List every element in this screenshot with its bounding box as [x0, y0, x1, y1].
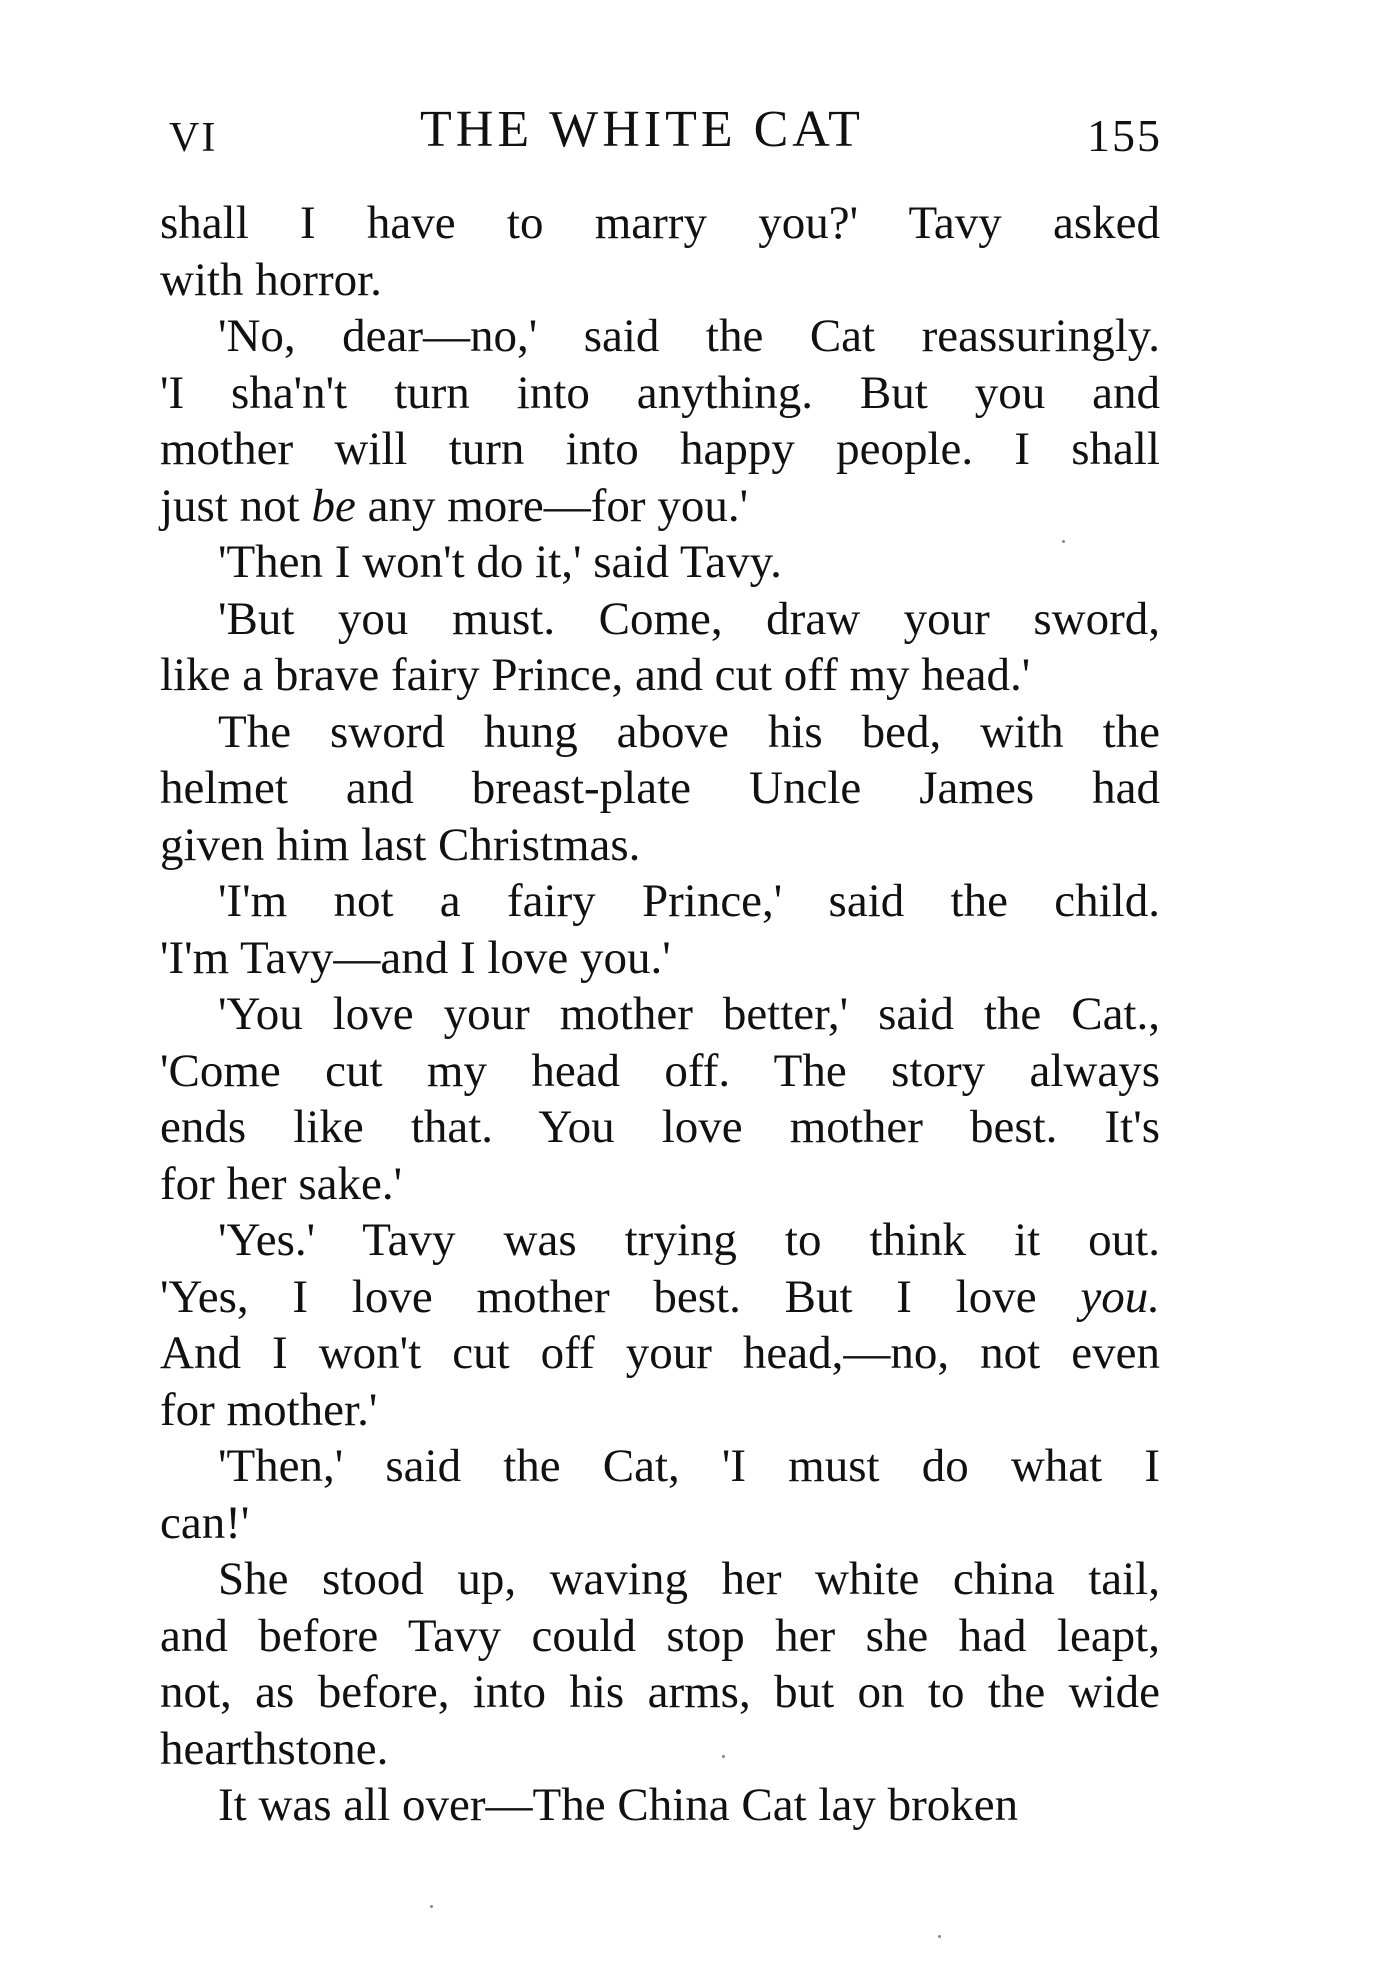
text-segment: any more—for you.' — [355, 479, 749, 532]
text-line: 'I sha'n't turn into anything. But you and — [160, 366, 1160, 419]
running-header — [165, 100, 1165, 180]
text-line: 'Yes.' Tavy was trying to think it out. — [218, 1214, 1160, 1266]
text-line: 'Then I won't do it,' said Tavy. — [218, 536, 782, 588]
text-line: 'No, dear—no,' said the Cat reassuringly. — [218, 310, 1160, 362]
text-line: shall I have to marry you?' Tavy asked — [160, 197, 1160, 249]
text-line: for her sake.' — [160, 1157, 403, 1210]
italic-word: be — [311, 479, 356, 532]
text-line: 'Come cut my head off. The story always — [160, 1044, 1160, 1097]
text-line: 'I'm not a fairy Prince,' said the child. — [218, 875, 1160, 927]
text-line: She stood up, waving her white china tail, — [218, 1553, 1160, 1605]
text-segment: 'Yes, I love mother best. But I love — [160, 1270, 1081, 1323]
text-line: can!' — [160, 1496, 250, 1549]
paper-speck — [938, 1935, 941, 1938]
italic-word: you. — [1080, 1270, 1160, 1323]
text-line: hearthstone. — [160, 1722, 389, 1775]
text-line: And I won't cut off your head,—no, not even — [160, 1327, 1160, 1379]
text-line: helmet and breast-plate Uncle James had — [160, 762, 1160, 814]
text-line — [160, 1269, 1160, 1326]
text-line: given him last Christmas. — [160, 818, 641, 871]
text-line: mother will turn into happy people. I shall — [160, 423, 1160, 475]
text-line: 'But you must. Come, draw your sword, — [218, 592, 1160, 645]
paper-speck — [430, 1905, 433, 1908]
body-text — [160, 195, 1160, 1834]
text-segment: just not — [160, 479, 312, 532]
text-line: The sword hung above his bed, with the — [218, 705, 1160, 758]
paper-speck — [722, 1755, 725, 1758]
text-line: 'I'm Tavy—and I love you.' — [160, 931, 671, 984]
running-title: THE WHITE CAT — [420, 101, 864, 158]
text-line — [160, 478, 1160, 535]
text-line: 'Then,' said the Cat, 'I must do what I — [218, 1440, 1160, 1492]
paper-speck — [1062, 540, 1065, 543]
chapter-number: VI — [169, 115, 218, 161]
text-line: ends like that. You love mother best. It's — [160, 1101, 1160, 1153]
text-line: for mother.' — [160, 1383, 378, 1436]
text-line: and before Tavy could stop her she had leapt, — [160, 1609, 1160, 1662]
text-line: It was all over—The China Cat lay broken — [218, 1779, 1019, 1831]
page-number: 155 — [1087, 110, 1162, 161]
text-line: with horror. — [160, 253, 382, 306]
text-line: like a brave fairy Prince, and cut off my head.' — [160, 649, 1031, 701]
text-line: 'You love your mother better,' said the Cat., — [218, 988, 1160, 1040]
text-line: not, as before, into his arms, but on to the wide — [160, 1666, 1160, 1718]
